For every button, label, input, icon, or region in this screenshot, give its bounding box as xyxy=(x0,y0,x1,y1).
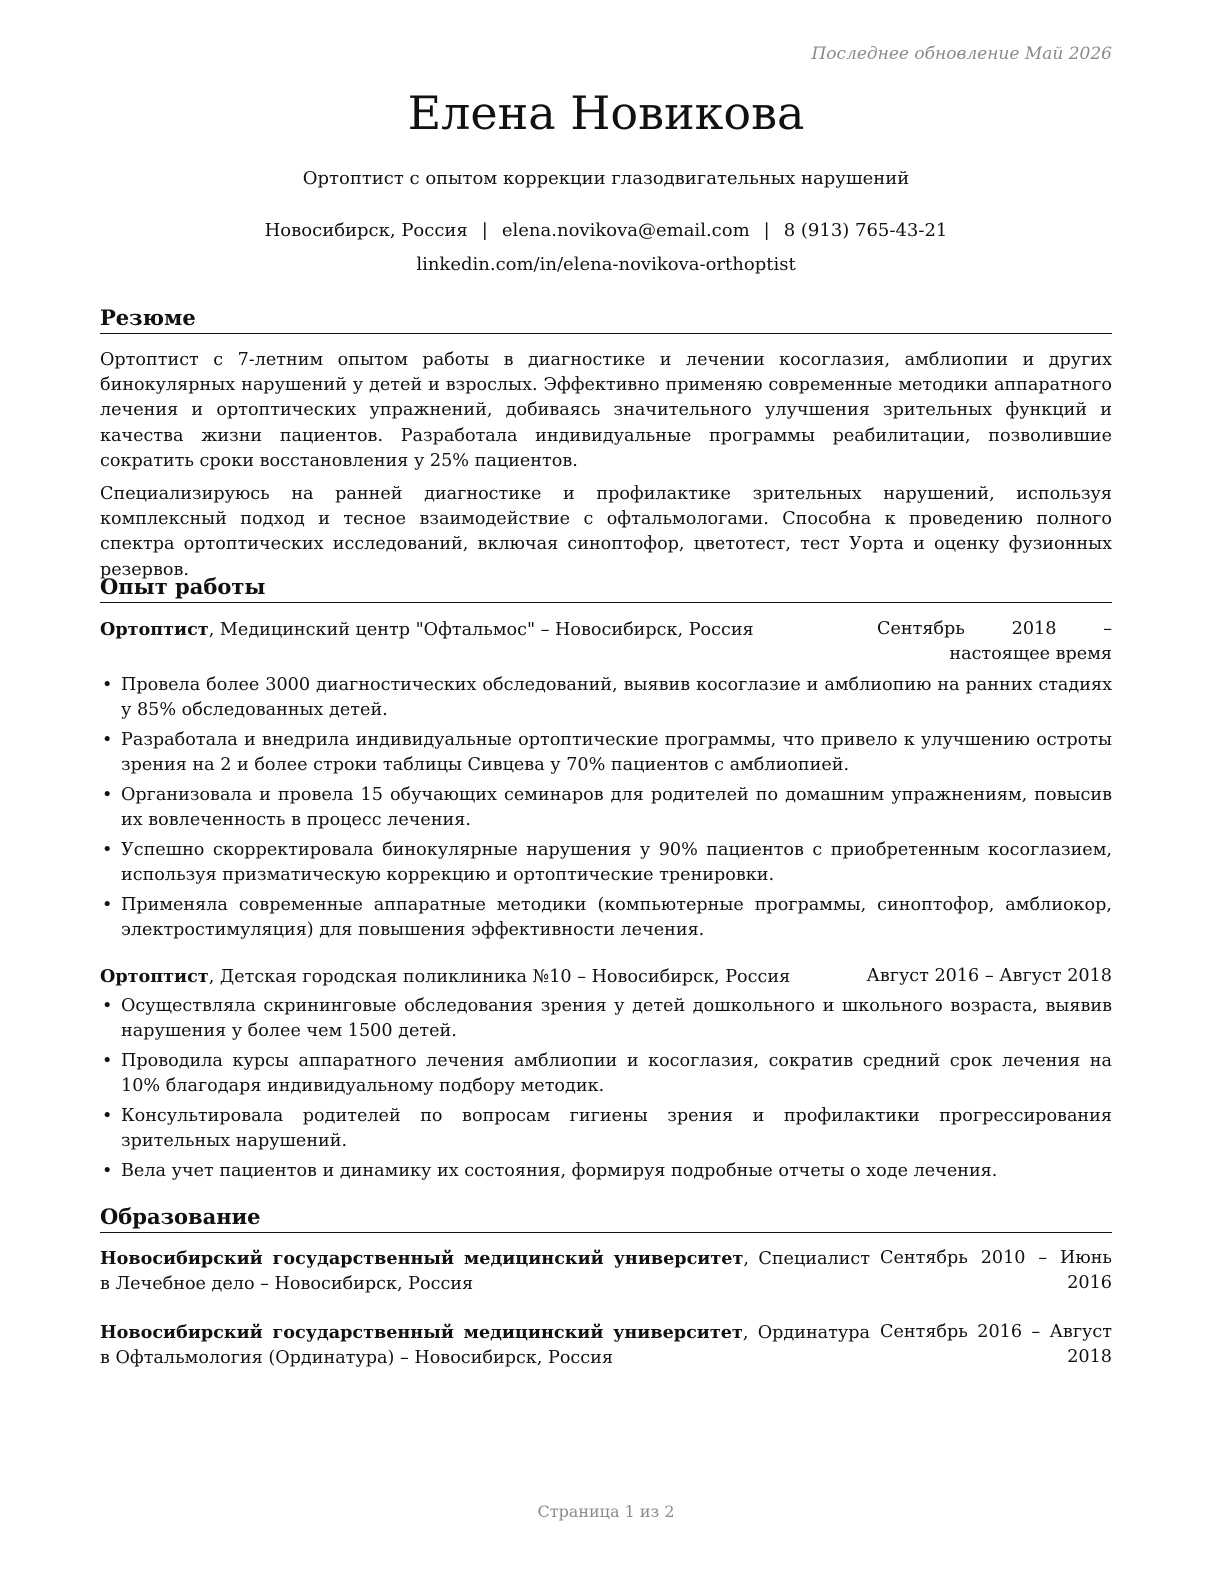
list-item: • Провела более 3000 диагностических обследований, выявив косоглазие и амблиопию на ранних стадиях у 85% обследованных детей. xyxy=(100,673,1112,723)
job-title-line xyxy=(100,964,790,990)
list-item: • Успешно скорректировала бинокулярные нарушения у 90% пациентов с приобретенным косоглазием, используя призматическую коррекцию и ортоптические тренировки. xyxy=(100,838,1112,888)
job-bullets xyxy=(100,994,1112,1184)
summary-paragraph: Ортоптист с 7-летним опытом работы в диагностике и лечении косоглазия, амблиопии и других бинокулярных нарушений у детей и взрослых. Эффективно применяю современные методики аппаратного лечения и ортоптических упражнений, добиваясь значительного улучшения зрительных функций и качества жизни пациентов. Разработала индивидуальные программы реабилитации, позволившие сократить сроки восстановления у 25% пациентов. xyxy=(100,350,1112,471)
person-name: Елена Новикова xyxy=(407,86,805,140)
job-bullets xyxy=(100,673,1112,943)
contact-line xyxy=(100,220,1112,241)
list-item: • Организовала и провела 15 обучающих семинаров для родителей по домашним упражнениям, повысив их вовлеченность в процесс лечения. xyxy=(100,783,1112,833)
resume-page xyxy=(100,0,1112,1584)
job-title-line xyxy=(100,617,754,643)
education-dates: Сентябрь 2016 – Август 2018 xyxy=(880,1322,1112,1367)
job-dates: Сентябрь 2018 – настоящее время xyxy=(877,619,1112,664)
education-details: , Специалист в Лечебное дело – Новосибирск, Россия xyxy=(100,1249,870,1294)
section-title-experience: Опыт работы xyxy=(100,574,1112,603)
job-position: Ортоптист xyxy=(100,966,209,987)
last-updated: Последнее обновление Май 2026 xyxy=(811,44,1112,64)
list-item: • Вела учет пациентов и динамику их состояния, формируя подробные отчеты о ходе лечения. xyxy=(100,1159,1112,1184)
page-number: Страница 1 из 2 xyxy=(537,1502,675,1521)
education-institution: Новосибирский государственный медицинский университет xyxy=(100,1248,744,1269)
job-employer: , Медицинский центр "Офтальмос" – Новосибирск, Россия xyxy=(208,620,754,640)
education-institution: Новосибирский государственный медицинский университет xyxy=(100,1322,743,1343)
education-description xyxy=(100,1320,870,1371)
list-item: • Проводила курсы аппаратного лечения амблиопии и косоглазия, сократив средний срок лечения на 10% благодаря индивидуальному подбору методик. xyxy=(100,1049,1112,1099)
separator: | xyxy=(481,220,488,241)
phone: 8 (913) 765-43-21 xyxy=(783,220,948,241)
education-description xyxy=(100,1246,870,1297)
section-title-summary: Резюме xyxy=(100,305,1112,334)
education-entry xyxy=(100,1320,1112,1371)
list-item: • Консультировала родителей по вопросам гигиены зрения и профилактики прогрессирования зрительных нарушений. xyxy=(100,1104,1112,1154)
professional-subtitle: Ортоптист с опытом коррекции глазодвигательных нарушений xyxy=(302,168,910,189)
education-entry xyxy=(100,1246,1112,1297)
education-dates: Сентябрь 2010 – Июнь 2016 xyxy=(880,1248,1112,1293)
email-link[interactable]: elena.novikova@email.com xyxy=(501,220,750,241)
job-employer: , Детская городская поликлиника №10 – Новосибирск, Россия xyxy=(208,967,791,987)
job-dates: Август 2016 – Август 2018 xyxy=(866,966,1112,986)
linkedin-link[interactable]: linkedin.com/in/elena-novikova-orthoptist xyxy=(416,254,796,275)
section-title-education: Образование xyxy=(100,1204,1112,1233)
education-details: , Ординатура в Офтальмология (Ординатура) – Новосибирск, Россия xyxy=(100,1323,871,1368)
summary-paragraph: Специализируюсь на ранней диагностике и профилактике зрительных нарушений, используя комплексный подход и тесное взаимодействие с офтальмологами. Способна к проведению полного спектра ортоптических исследований, включая синоптофор, цветотест, тест Уорта и оценку фузионных резервов. xyxy=(100,484,1112,580)
list-item: • Разработала и внедрила индивидуальные ортоптические программы, что привело к улучшению остроты зрения на 2 и более строки таблицы Сивцева у 70% пациентов с амблиопией. xyxy=(100,728,1112,778)
separator: | xyxy=(763,220,770,241)
list-item: • Применяла современные аппаратные методики (компьютерные программы, синоптофор, амблиокор, электростимуляция) для повышения эффективности лечения. xyxy=(100,893,1112,943)
list-item: • Осуществляла скрининговые обследования зрения у детей дошкольного и школьного возраста, выявив нарушения у более чем 1500 детей. xyxy=(100,994,1112,1044)
job-position: Ортоптист xyxy=(100,619,209,640)
location: Новосибирск, Россия xyxy=(264,220,468,241)
